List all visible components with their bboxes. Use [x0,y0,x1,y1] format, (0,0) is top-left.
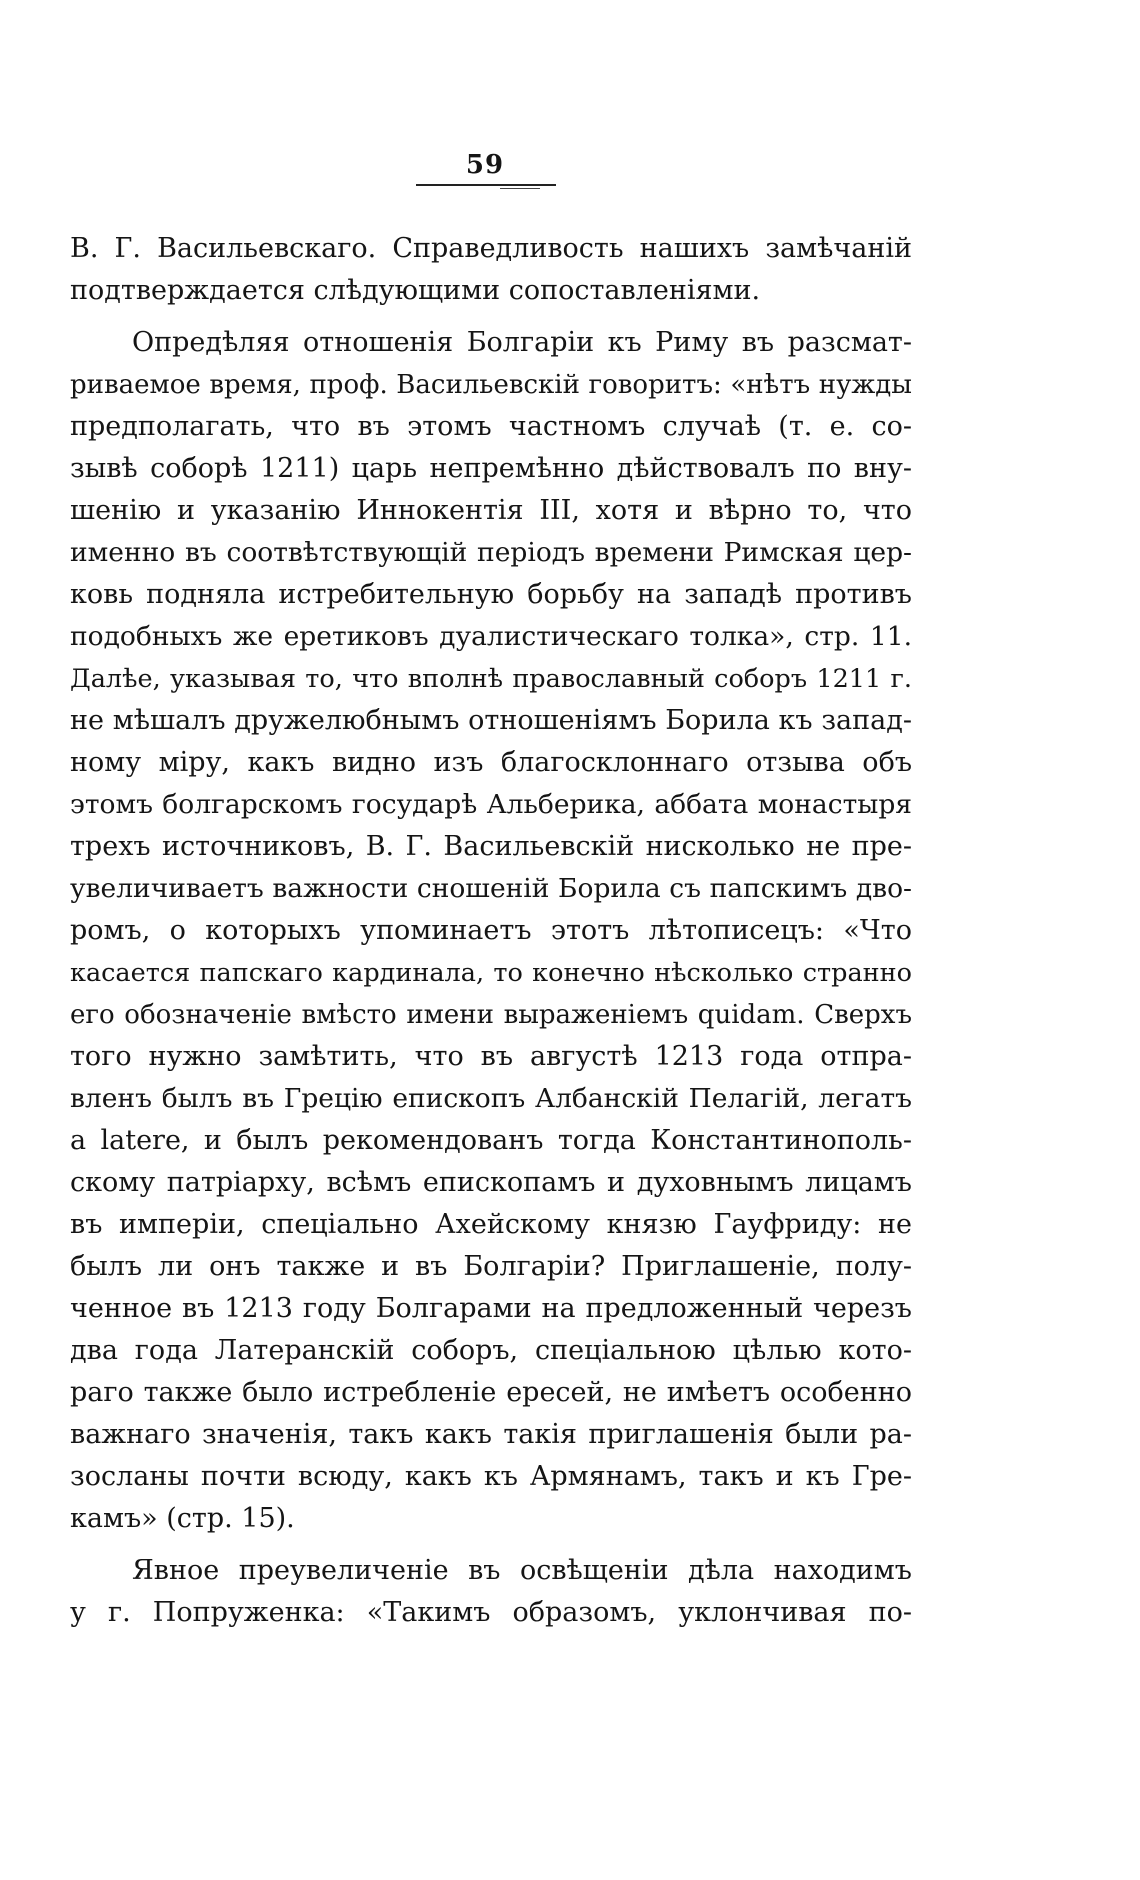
paragraph [70,1550,912,1634]
text-line: вленъ былъ въ Грецію епископъ Албанскій Пелагій, легатъ [70,1083,912,1114]
header-rule [416,184,556,186]
text-line: Далѣе, указывая то, что вполнѣ православный соборъ 1211 г. [70,664,912,694]
text-line: камъ» (стр. 15). [70,1503,295,1534]
text-line: зосланы почти всюду, какъ къ Армянамъ, такъ и къ Гре- [70,1461,912,1492]
text-line: ковь подняла истребительную борьбу на западѣ противъ [70,579,912,610]
text-line: Явное преувеличеніе въ освѣщеніи дѣла находимъ [132,1555,912,1586]
page-number: 59 [465,150,505,180]
text-line: у г. Попруженка: «Такимъ образомъ, уклончивая по- [70,1597,912,1628]
text-line: былъ ли онъ также и въ Болгаріи? Приглашеніе, полу- [70,1251,912,1282]
text-line: a latere, и былъ рекомендованъ тогда Константинополь- [70,1125,912,1156]
text-line: ченное въ 1213 году Болгарами на предложенный черезъ [70,1293,912,1324]
text-line: въ имперіи, спеціально Ахейскому князю Гауфриду: не [70,1209,912,1240]
text-line: подтверждается слѣдующими сопоставленіями. [70,275,761,306]
text-line: зывѣ соборѣ 1211) царь непремѣнно дѣйствовалъ по вну- [70,453,912,484]
text-line: касается папскаго кардинала, то конечно нѣсколько странно [70,958,912,988]
text-line: два года Латеранскій соборъ, спеціальною цѣлью кото- [70,1335,912,1366]
text-line: именно въ соотвѣтствующій періодъ времени Римская цер- [70,537,912,568]
text-line: этомъ болгарскомъ государѣ Альберика, аббата монастыря [70,789,912,820]
page-number-header [410,150,560,190]
paragraph [70,228,912,312]
paragraph [70,322,912,1540]
body-text [70,228,912,1634]
text-line: предполагать, что въ этомъ частномъ случаѣ (т. е. со- [70,411,912,442]
text-line: раго также было истребленіе ересей, не имѣетъ особенно [70,1377,912,1408]
text-line: Опредѣляя отношенія Болгаріи къ Риму въ разсмат- [132,327,912,358]
text-line: не мѣшалъ дружелюбнымъ отношеніямъ Борила къ запад- [70,705,912,736]
text-line: ному міру, какъ видно изъ благосклоннаго отзыва объ [70,747,912,778]
text-line: его обозначеніе вмѣсто имени выраженіемъ quidam. Сверхъ [70,1000,912,1030]
text-line: скому патріарху, всѣмъ епископамъ и духовнымъ лицамъ [70,1167,912,1198]
header-rule-secondary [500,188,540,189]
text-line: ромъ, о которыхъ упоминаетъ этотъ лѣтописецъ: «Что [70,915,912,946]
text-line: того нужно замѣтить, что въ августѣ 1213 года отпра- [70,1041,912,1072]
text-line: увеличиваетъ важности сношеній Борила съ папскимъ дво- [70,873,912,904]
text-line: трехъ источниковъ, В. Г. Васильевскій нисколько не пре- [70,831,912,862]
text-line: важнаго значенія, такъ какъ такія приглашенія были ра- [70,1419,912,1450]
text-line: В. Г. Васильевскаго. Справедливость нашихъ замѣчаній [70,233,912,264]
text-line: подобныхъ же еретиковъ дуалистическаго толка», стр. 11. [70,621,912,652]
text-line: риваемое время, проф. Васильевскій говоритъ: «нѣтъ нужды [70,370,912,400]
text-line: шенію и указанію Иннокентія III, хотя и вѣрно то, что [70,495,912,526]
